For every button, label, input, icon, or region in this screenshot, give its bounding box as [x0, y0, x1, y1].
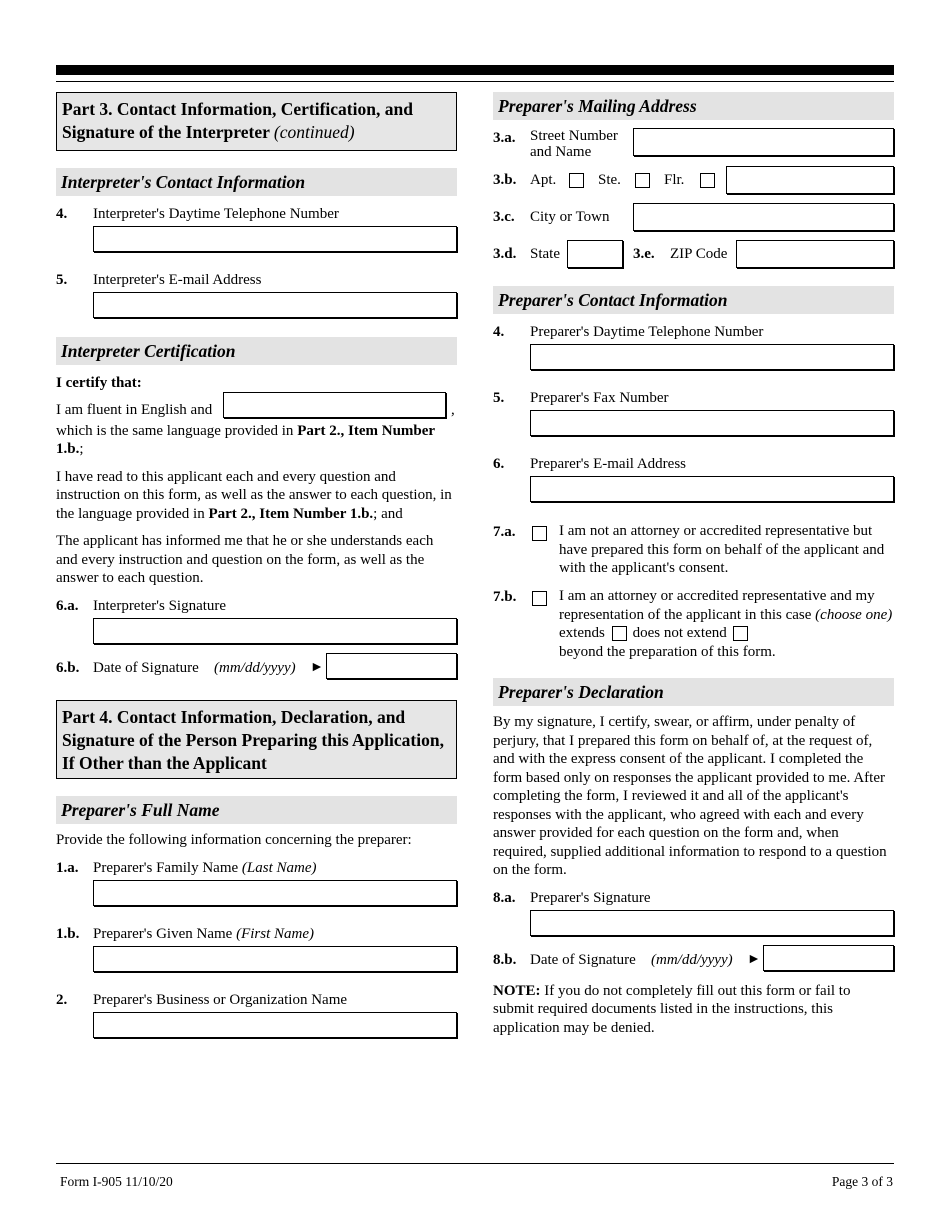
- ste-label: Ste.: [598, 172, 621, 188]
- apt-label: Apt.: [530, 172, 557, 188]
- preparer-date-row: [493, 945, 894, 973]
- preparer-family-name-row: [56, 859, 457, 877]
- item-number: 4.: [493, 324, 505, 340]
- fluent-line: [56, 398, 457, 418]
- zip-field[interactable]: [736, 240, 894, 268]
- extends-checkbox[interactable]: [612, 626, 627, 641]
- street-label: Street Number and Name: [530, 128, 618, 160]
- attorney-row: [493, 587, 894, 663]
- item-number: 3.c.: [493, 209, 515, 225]
- preparer-declaration-heading: Preparer's Declaration: [493, 678, 894, 706]
- not-attorney-checkbox[interactable]: [532, 526, 547, 541]
- preparer-mailing-address-heading: Preparer's Mailing Address: [493, 92, 894, 120]
- not-attorney-text: I am not an attorney or accredited representative but have prepared this form on behalf of the applicant and with the applicant's consent.: [559, 523, 885, 576]
- item-number: 6.a.: [56, 597, 79, 614]
- preparer-phone-label: Preparer's Daytime Telephone Number: [530, 324, 764, 340]
- flr-label: Flr.: [664, 172, 685, 188]
- preparer-email-row: [493, 455, 894, 473]
- preparer-given-name-row: [56, 925, 457, 943]
- interpreter-email-row: [56, 271, 457, 289]
- page-number: Page 3 of 3: [831, 1174, 893, 1189]
- preparer-date-field[interactable]: [763, 945, 894, 971]
- interpreter-phone-label: Interpreter's Daytime Telephone Number: [93, 206, 339, 222]
- fluent-reference: Part 2., Item Number 1.b.: [56, 422, 435, 457]
- preparer-email-field[interactable]: [530, 476, 894, 502]
- item-number: 8.b.: [493, 951, 517, 968]
- apt-checkbox[interactable]: [569, 173, 584, 188]
- attorney-text-main: I am an attorney or accredited representative and my representation of the applicant in this case: [559, 588, 875, 623]
- interpreter-email-label: Interpreter's E-mail Address: [93, 272, 262, 288]
- preparer-signature-label: Preparer's Signature: [530, 889, 651, 906]
- interpreter-signature-row: [56, 597, 457, 615]
- part3-title: Part 3. Contact Information, Certification, and Signature of the Interpreter: [62, 99, 413, 142]
- does-not-extend-checkbox[interactable]: [733, 626, 748, 641]
- item-number: 6.: [493, 456, 505, 472]
- item-number: 1.b.: [56, 926, 80, 942]
- unit-row: [493, 167, 894, 197]
- state-label: State: [530, 246, 560, 262]
- arrow-right-icon: ►: [310, 659, 324, 675]
- note-text: If you do not completely fill out this form or fail to submit required documents listed in the instructions, this application may be denied.: [493, 982, 851, 1036]
- state-zip-row: [493, 241, 894, 271]
- interpreter-certification-heading: Interpreter Certification: [56, 337, 457, 365]
- item-number: 3.e.: [633, 246, 655, 262]
- unit-number-field[interactable]: [726, 166, 894, 194]
- not-attorney-row: [493, 522, 894, 578]
- item-number: 2.: [56, 992, 68, 1008]
- fluent-text: I am fluent in English and: [56, 401, 213, 418]
- city-row: [493, 204, 894, 234]
- interpreter-contact-heading: Interpreter's Contact Information: [56, 168, 457, 196]
- preparer-contact-heading: Preparer's Contact Information: [493, 286, 894, 314]
- preparer-given-name-field[interactable]: [93, 946, 457, 972]
- interpreter-signature-label: Interpreter's Signature: [93, 597, 227, 614]
- fluent-end: ;: [79, 441, 84, 457]
- para2-reference: Part 2., Item Number 1.b.: [208, 505, 374, 522]
- note-paragraph: [493, 982, 894, 1038]
- preparer-family-name-field[interactable]: [93, 880, 457, 906]
- street-row: [493, 130, 894, 160]
- item-number: 8.a.: [493, 889, 516, 906]
- given-name-hint: (First Name): [236, 926, 314, 942]
- attorney-text-end: beyond the preparation of this form.: [559, 643, 776, 660]
- item-number: 3.b.: [493, 172, 517, 188]
- left-column: [56, 92, 457, 1038]
- preparer-signature-row: [493, 889, 894, 907]
- street-field[interactable]: [633, 128, 894, 156]
- footer-rule: [56, 1163, 894, 1164]
- item-number: 7.b.: [493, 589, 517, 605]
- interpreter-phone-field[interactable]: [93, 226, 457, 252]
- interpreter-date-row: [56, 653, 457, 681]
- applicant-understands-paragraph: The applicant has informed me that he or she understands each and every instruction and question on the form, as well as the answer to each question.: [56, 533, 434, 586]
- preparer-phone-row: [493, 323, 894, 341]
- language-field[interactable]: [223, 392, 446, 418]
- interpreter-email-field[interactable]: [93, 292, 457, 318]
- extends-label: extends: [559, 625, 605, 641]
- item-number: 7.a.: [493, 524, 516, 540]
- para2-text: I have read to this applicant each and every question and instruction on this form, as well as the answer to each question, in the language provided in: [56, 468, 452, 522]
- part3-title-box: [56, 92, 457, 151]
- preparer-phone-field[interactable]: [530, 344, 894, 370]
- form-id: Form I-905 11/10/20: [60, 1174, 173, 1189]
- interpreter-signature-field[interactable]: [93, 618, 457, 644]
- comma: ,: [451, 401, 455, 418]
- family-name-text: Preparer's Family Name: [93, 860, 239, 876]
- header-rule-thick: [56, 65, 894, 75]
- certify-label: I certify that:: [56, 375, 142, 391]
- preparer-business-field[interactable]: [93, 1012, 457, 1038]
- item-number: 3.a.: [493, 130, 516, 146]
- part4-title-box: [56, 700, 457, 779]
- note-label: NOTE:: [493, 982, 541, 999]
- interpreter-date-label: Date of Signature: [93, 659, 199, 676]
- preparer-date-format: (mm/dd/yyyy): [651, 951, 733, 968]
- item-number: 1.a.: [56, 860, 79, 876]
- fluent-continuation: [56, 422, 457, 459]
- part4-title: Part 4. Contact Information, Declaration, and Signature of the Person Preparing this Application, If Other than the Applicant: [62, 706, 444, 773]
- flr-checkbox[interactable]: [700, 173, 715, 188]
- para2-end: ; and: [373, 505, 403, 522]
- item-number: 5.: [493, 390, 505, 406]
- part3-continued: (continued): [273, 122, 355, 142]
- city-label: City or Town: [530, 209, 610, 225]
- fluent-post-text: which is the same language provided in: [56, 422, 294, 439]
- preparer-business-label: Preparer's Business or Organization Name: [93, 992, 348, 1008]
- does-not-extend-label: does not extend: [632, 625, 727, 641]
- ste-checkbox[interactable]: [635, 173, 650, 188]
- preparer-family-name-label: [93, 859, 317, 877]
- zip-label: ZIP Code: [670, 246, 728, 262]
- read-to-applicant-paragraph: [56, 468, 457, 524]
- preparer-email-label: Preparer's E-mail Address: [530, 456, 686, 472]
- interpreter-date-format: (mm/dd/yyyy): [214, 659, 296, 676]
- item-number: 5.: [56, 272, 68, 288]
- attorney-text: [559, 587, 894, 661]
- preparer-intro: Provide the following information concerning the preparer:: [56, 831, 412, 848]
- declaration-text: By my signature, I certify, swear, or affirm, under penalty of perjury, that I prepared this form on behalf of, at the request of, and with the express consent of the applicant. I completed the form based only on responses the applicant provided to me. After completing the form, I reviewed it and all of the applicant's responses with the applicant, who agreed with each and every answer provided for each question on the form and, when required, supplied additional information to respond to a question on the form.: [493, 714, 887, 878]
- preparer-fax-field[interactable]: [530, 410, 894, 436]
- preparer-given-name-label: [93, 925, 314, 943]
- preparer-fax-row: [493, 389, 894, 407]
- family-name-hint: (Last Name): [241, 860, 317, 876]
- city-field[interactable]: [633, 203, 894, 231]
- state-field[interactable]: [567, 240, 623, 268]
- given-name-text: Preparer's Given Name: [93, 926, 233, 942]
- preparer-business-row: [56, 991, 457, 1009]
- right-column: [493, 92, 894, 1037]
- preparer-full-name-heading: Preparer's Full Name: [56, 796, 457, 824]
- arrow-right-icon: ►: [747, 951, 761, 967]
- attorney-checkbox[interactable]: [532, 591, 547, 606]
- preparer-signature-field[interactable]: [530, 910, 894, 936]
- item-number: 4.: [56, 206, 68, 222]
- item-number: 3.d.: [493, 246, 517, 262]
- choose-one-hint: (choose one): [815, 606, 893, 623]
- header-rule-thin: [56, 81, 894, 82]
- item-number: 6.b.: [56, 659, 80, 676]
- preparer-date-label: Date of Signature: [530, 951, 636, 968]
- preparer-fax-label: Preparer's Fax Number: [530, 390, 669, 406]
- interpreter-date-field[interactable]: [326, 653, 457, 679]
- interpreter-phone-row: [56, 205, 457, 223]
